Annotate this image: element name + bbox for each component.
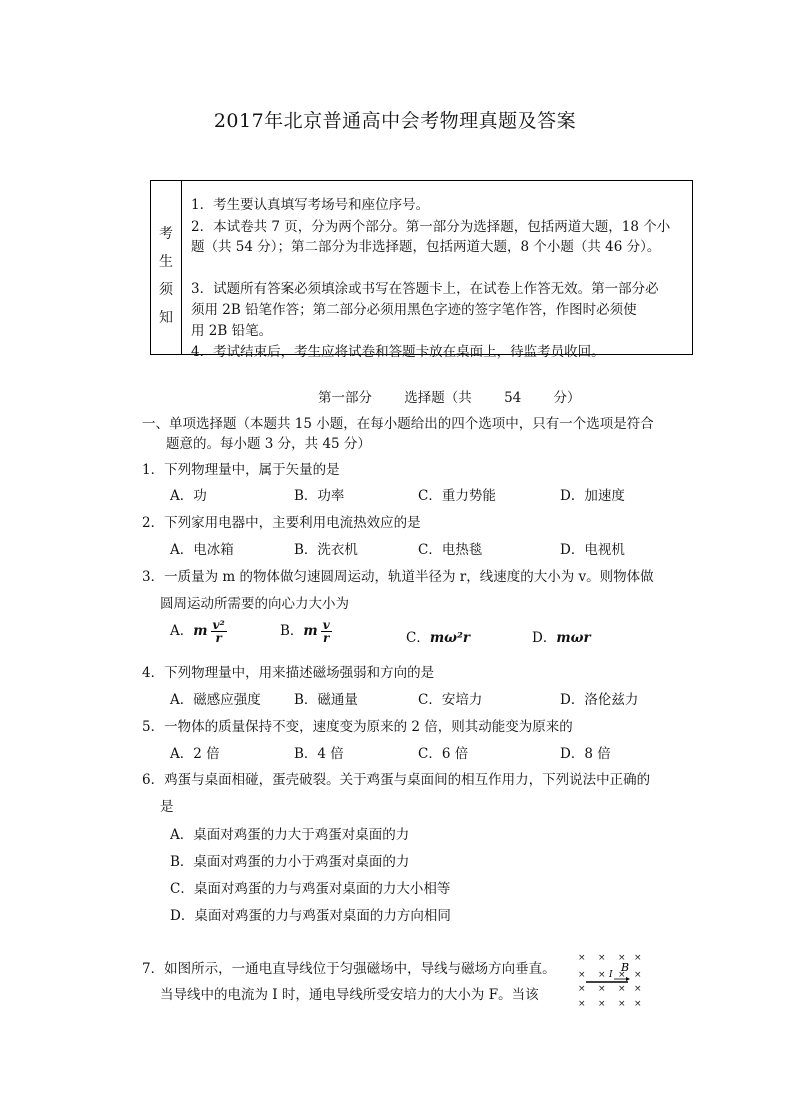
notice-side-label xyxy=(151,181,182,354)
part-one-instructions: 一、单项选择题（本题共 15 小题，在每小题给出的四个选项中，只有一个选项是符合 xyxy=(142,416,654,432)
question-2-option-a: A．电冰箱 xyxy=(170,542,234,558)
question-1-option-c: C．重力势能 xyxy=(418,488,496,504)
option-letter: C． xyxy=(406,630,430,646)
option-letter: B． xyxy=(280,623,304,639)
formula-m-omega-r: mωr xyxy=(556,630,591,646)
svg-text:×: × xyxy=(598,953,606,963)
question-5-stem: 5．一物体的质量保持不变，速度变为原来的 2 倍，则其动能变为原来的 xyxy=(142,719,573,735)
notice-line: 2．本试卷共 7 页，分为两个部分。第一部分为选择题，包括两道大题，18 个小 xyxy=(191,219,671,235)
fraction-denominator: r xyxy=(323,631,330,645)
question-5-option-a: A．2 倍 xyxy=(170,746,220,762)
fraction-numerator: v² xyxy=(212,618,225,632)
field-cross-marks xyxy=(578,953,642,1009)
svg-text:×: × xyxy=(618,970,626,980)
current-label-i: I xyxy=(609,970,613,980)
notice-line: 1．考生要认真填写考场号和座位序号。 xyxy=(191,197,430,213)
notice-side-char: 知 xyxy=(159,310,173,326)
question-3-stem: 3．一质量为 m 的物体做匀速圆周运动，轨道半径为 r，线速度的大小为 v。则物体做 xyxy=(142,569,654,585)
svg-text:×: × xyxy=(598,984,606,994)
question-1-option-a: A．功 xyxy=(170,488,207,504)
math-m: m xyxy=(193,623,208,639)
question-4-stem: 4．下列物理量中，用来描述磁场强弱和方向的是 xyxy=(142,665,435,681)
section-heading: 第一部分 选择题（共 54 分） xyxy=(318,390,581,406)
question-4-option-d: D．洛伦兹力 xyxy=(560,692,639,708)
fraction-numerator: v xyxy=(322,618,330,632)
exam-notice-box xyxy=(150,180,693,360)
part-one-instructions-cont: 题意的。每小题 3 分，共 45 分） xyxy=(166,436,371,452)
question-5-option-c: C．6 倍 xyxy=(418,746,469,762)
fraction-v-over-r xyxy=(321,619,332,644)
question-3-option-a xyxy=(170,619,227,644)
notice-line: 题（共 54 分）；第二部分为非选择题，包括两道大题，8 个小题（共 46 分）。 xyxy=(191,239,661,255)
question-3-option-c xyxy=(406,626,470,646)
question-7-stem: 7．如图所示，一通电直导线位于匀强磁场中，导线与磁场方向垂直。 xyxy=(142,961,556,977)
question-6-option-d: D．桌面对鸡蛋的力与鸡蛋对桌面的力方向相同 xyxy=(170,908,451,924)
page-title: 2017年北京普通高中会考物理真题及答案 xyxy=(213,110,577,132)
question-6-option-a: A．桌面对鸡蛋的力大于鸡蛋对桌面的力 xyxy=(170,827,410,843)
question-3-option-b xyxy=(280,619,332,644)
field-label-b: B xyxy=(621,961,630,974)
svg-text:×: × xyxy=(634,984,642,994)
fraction-v2-over-r xyxy=(211,619,227,644)
question-1-option-d: D．加速度 xyxy=(560,488,625,504)
question-2-option-c: C．电热毯 xyxy=(418,542,483,558)
svg-text:×: × xyxy=(634,953,642,963)
svg-text:×: × xyxy=(598,970,606,980)
fraction-denominator: r xyxy=(215,631,222,645)
notice-side-char: 考 xyxy=(159,226,173,242)
svg-text:×: × xyxy=(618,984,626,994)
svg-text:×: × xyxy=(618,999,626,1009)
option-letter: D． xyxy=(532,630,557,646)
svg-text:×: × xyxy=(634,999,642,1009)
svg-text:×: × xyxy=(578,953,586,963)
question-4-option-b: B．磁通量 xyxy=(294,692,358,708)
notice-side-char: 须 xyxy=(159,282,173,298)
question-4-option-a: A．磁感应强度 xyxy=(170,692,261,708)
question-2-option-b: B．洗衣机 xyxy=(294,542,358,558)
question-5-option-d: D．8 倍 xyxy=(560,746,611,762)
question-4-option-c: C．安培力 xyxy=(418,692,483,708)
notice-side-char: 生 xyxy=(159,254,173,270)
notice-line: 用 2B 铅笔。 xyxy=(191,323,273,339)
magnetic-field-figure xyxy=(574,948,646,1010)
question-6-stem-cont: 是 xyxy=(160,799,174,815)
notice-line: 4．考试结束后，考生应将试卷和答题卡放在桌面上，待监考员收回。 xyxy=(191,344,605,360)
notice-line: 须用 2B 铅笔作答；第二部分必须用黑色字迹的签字笔作答，作图时必须使 xyxy=(191,302,637,318)
svg-text:×: × xyxy=(618,953,626,963)
question-6-stem: 6．鸡蛋与桌面相碰，蛋壳破裂。关于鸡蛋与桌面间的相互作用力，下列说法中正确的 xyxy=(142,772,651,788)
question-2-option-d: D．电视机 xyxy=(560,542,625,558)
question-3-stem-cont: 圆周运动所需要的向心力大小为 xyxy=(160,596,349,612)
question-7-stem-cont: 当导线中的电流为 I 时，通电导线所受安培力的大小为 F。当该 xyxy=(160,987,539,1003)
svg-text:×: × xyxy=(598,999,606,1009)
question-5-option-b: B．4 倍 xyxy=(294,746,344,762)
option-letter: A． xyxy=(170,623,194,639)
svg-text:×: × xyxy=(578,984,586,994)
formula-m-omega2-r: mω²r xyxy=(429,630,471,646)
question-2-stem: 2．下列家用电器中，主要利用电流热效应的是 xyxy=(142,515,421,531)
question-1-stem: 1．下列物理量中，属于矢量的是 xyxy=(142,462,340,478)
current-arrow-head xyxy=(626,977,630,981)
question-3-option-d xyxy=(532,626,591,646)
svg-text:×: × xyxy=(634,970,642,980)
notice-line: 3．试题所有答案必须填涂或书写在答题卡上，在试卷上作答无效。第一部分必 xyxy=(191,281,659,297)
question-1-option-b: B．功率 xyxy=(294,488,345,504)
question-6-option-b: B．桌面对鸡蛋的力小于鸡蛋对桌面的力 xyxy=(170,854,410,870)
math-m: m xyxy=(303,623,318,639)
question-6-option-c: C．桌面对鸡蛋的力与鸡蛋对桌面的力大小相等 xyxy=(170,881,451,897)
svg-text:×: × xyxy=(578,970,586,980)
svg-text:×: × xyxy=(578,999,586,1009)
